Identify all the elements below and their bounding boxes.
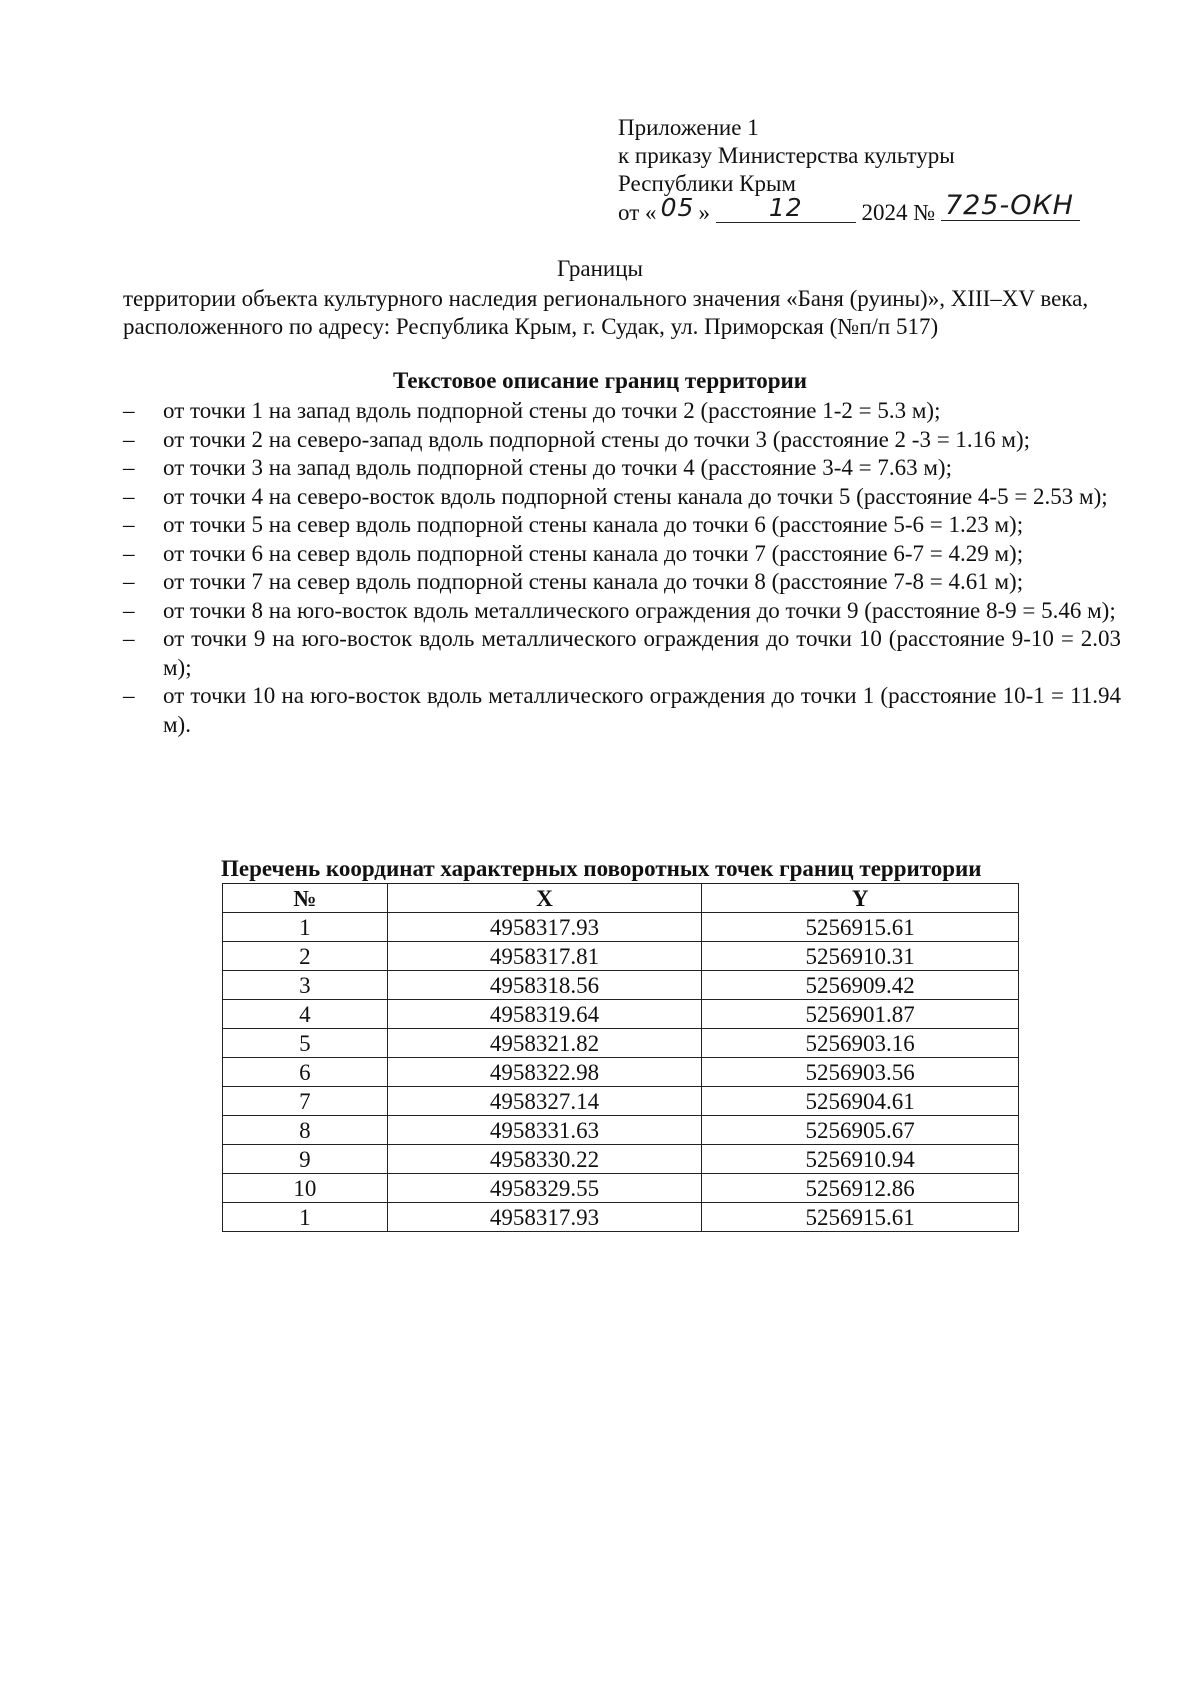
point-number: 7	[223, 1087, 388, 1116]
table-row	[223, 1174, 1019, 1203]
document-subtitle: территории объекта культурного наследия регионального значения «Баня (руины)», XIII–XV века, расположенного по адресу: Республика Крым, г. Судак, ул. Приморская (№п/п 517)	[123, 286, 1089, 339]
dash-marker: –	[123, 398, 135, 423]
table-row	[223, 1087, 1019, 1116]
dash-marker: –	[123, 483, 135, 509]
y-coordinate: 5256904.61	[702, 1087, 1019, 1116]
x-coordinate: 4958317.93	[387, 1203, 702, 1232]
appendix-line-2: к приказу Министерства культуры	[618, 143, 955, 168]
dash-marker: –	[123, 626, 135, 651]
dash-marker: –	[123, 683, 135, 708]
y-coordinate: 5256910.31	[702, 942, 1019, 971]
order-day-handwritten: 05	[660, 193, 695, 222]
point-number: 9	[223, 1145, 388, 1174]
x-coordinate: 4958319.64	[387, 1000, 702, 1029]
dash-marker: –	[123, 426, 135, 452]
x-coordinate: 4958321.82	[387, 1029, 702, 1058]
column-header-x: X	[387, 884, 702, 913]
table-row	[223, 1203, 1019, 1232]
order-date-prefix: от «	[618, 200, 657, 225]
list-item: – от точки 10 на юго-восток вдоль металлического ограждения до точки 1 (расстояние 10-1 = 11.94 м).	[123, 683, 1121, 737]
description-heading: Текстовое описание границ территории	[392, 368, 808, 393]
x-coordinate: 4958317.93	[387, 913, 702, 942]
y-coordinate: 5256901.87	[702, 1000, 1019, 1029]
order-year: 2024 №	[861, 200, 936, 225]
dash-marker: –	[123, 540, 135, 566]
y-coordinate: 5256910.94	[702, 1145, 1019, 1174]
x-coordinate: 4958322.98	[387, 1058, 702, 1087]
dash-marker: –	[123, 597, 135, 623]
table-row	[223, 1029, 1019, 1058]
list-item: – от точки 6 на север вдоль подпорной стены канала до точки 7 (расстояние 6-7 = 4.29 м);	[123, 540, 1121, 569]
y-coordinate: 5256903.16	[702, 1029, 1019, 1058]
list-item: – от точки 9 на юго-восток вдоль металлического ограждения до точки 10 (расстояние 9-10 = 2.03 м);	[123, 626, 1121, 680]
order-date-quote: »	[698, 200, 710, 225]
table-row	[223, 1116, 1019, 1145]
point-number: 3	[223, 971, 388, 1000]
order-number-handwritten: 725-ОКН	[941, 192, 1080, 221]
appendix-header	[618, 114, 1080, 227]
table-row	[223, 1000, 1019, 1029]
list-item: – от точки 8 на юго-восток вдоль металлического ограждения до точки 9 (расстояние 8-9 = 5.46 м);	[123, 597, 1121, 626]
x-coordinate: 4958317.81	[387, 942, 702, 971]
list-item: – от точки 1 на запад вдоль подпорной стены до точки 2 (расстояние 1-2 = 5.3 м);	[123, 397, 1121, 426]
column-header-y: Y	[702, 884, 1019, 913]
list-item: – от точки 4 на северо-восток вдоль подпорной стены канала до точки 5 (расстояние 4-5 = 2.53 м);	[123, 483, 1121, 512]
list-item: – от точки 7 на север вдоль подпорной стены канала до точки 8 (расстояние 7-8 = 4.61 м);	[123, 568, 1121, 597]
order-month-handwritten: 12	[716, 194, 856, 223]
point-number: 1	[223, 1203, 388, 1232]
boundary-description-list	[123, 397, 1121, 739]
point-number: 2	[223, 942, 388, 971]
point-number: 6	[223, 1058, 388, 1087]
coordinates-table	[222, 883, 1019, 1232]
point-number: 8	[223, 1116, 388, 1145]
y-coordinate: 5256915.61	[702, 1203, 1019, 1232]
x-coordinate: 4958327.14	[387, 1087, 702, 1116]
table-row	[223, 1058, 1019, 1087]
y-coordinate: 5256905.67	[702, 1116, 1019, 1145]
order-date-number-line	[618, 190, 1080, 227]
table-header-row	[223, 884, 1019, 913]
y-coordinate: 5256915.61	[702, 913, 1019, 942]
table-row	[223, 971, 1019, 1000]
y-coordinate: 5256909.42	[702, 971, 1019, 1000]
dash-marker: –	[123, 569, 135, 594]
x-coordinate: 4958318.56	[387, 971, 702, 1000]
table-row	[223, 913, 1019, 942]
table-row	[223, 942, 1019, 971]
y-coordinate: 5256903.56	[702, 1058, 1019, 1087]
point-number: 1	[223, 913, 388, 942]
list-item: – от точки 3 на запад вдоль подпорной стены до точки 4 (расстояние 3-4 = 7.63 м);	[123, 454, 1121, 483]
list-item: – от точки 5 на север вдоль подпорной стены канала до точки 6 (расстояние 5-6 = 1.23 м);	[123, 511, 1121, 540]
y-coordinate: 5256912.86	[702, 1174, 1019, 1203]
x-coordinate: 4958329.55	[387, 1174, 702, 1203]
coordinates-heading: Перечень координат характерных поворотных точек границ территории	[221, 856, 982, 881]
list-item: – от точки 2 на северо-запад вдоль подпорной стены до точки 3 (расстояние 2 -3 = 1.16 м);	[123, 426, 1121, 455]
dash-marker: –	[123, 512, 135, 537]
document-title: Границы	[557, 256, 643, 281]
point-number: 4	[223, 1000, 388, 1029]
appendix-line-3: Республики Крым	[618, 171, 796, 196]
appendix-line-1: Приложение 1	[618, 115, 759, 140]
table-row	[223, 1145, 1019, 1174]
x-coordinate: 4958331.63	[387, 1116, 702, 1145]
column-header-number: №	[223, 884, 388, 913]
dash-marker: –	[123, 455, 135, 480]
point-number: 10	[223, 1174, 388, 1203]
x-coordinate: 4958330.22	[387, 1145, 702, 1174]
point-number: 5	[223, 1029, 388, 1058]
